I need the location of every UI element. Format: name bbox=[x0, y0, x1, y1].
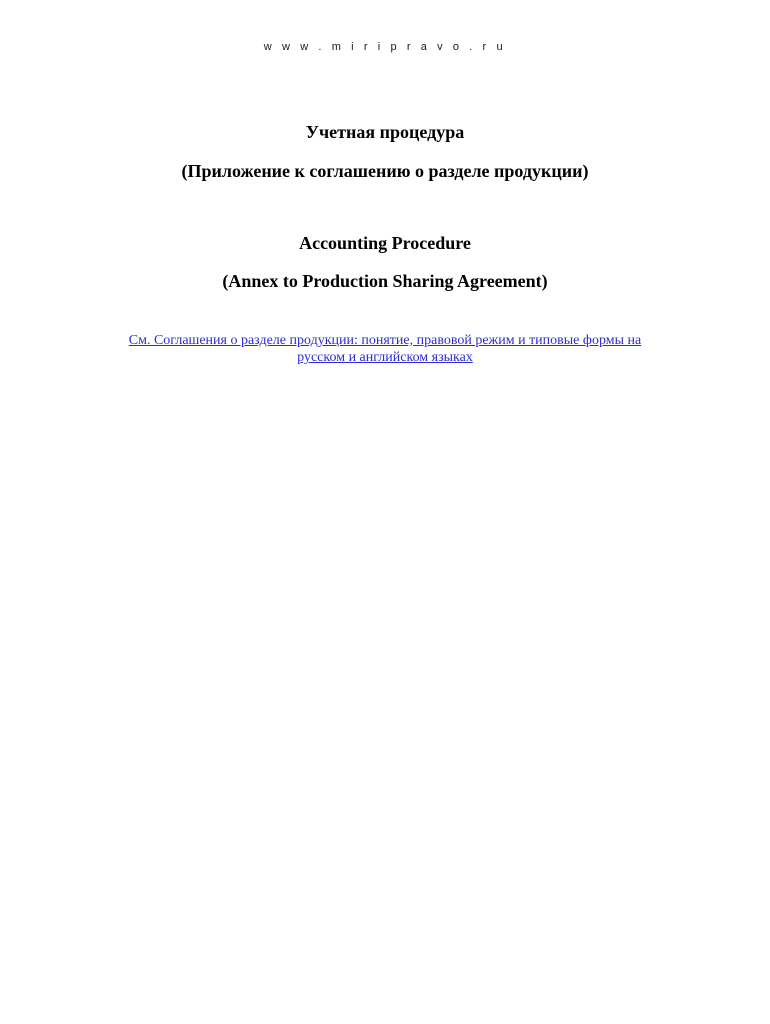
reference-link-line-2: русском и английском языках bbox=[297, 350, 473, 365]
reference-link[interactable] bbox=[129, 333, 641, 365]
document-subtitle-ru: (Приложение к соглашению о разделе продукции) bbox=[181, 161, 589, 181]
site-header: w w w . m i r i p r a v o . r u bbox=[263, 41, 507, 53]
document-title-ru: Учетная процедура bbox=[305, 122, 465, 142]
reference-link-line-1: См. Соглашения о разделе продукции: понятие, правовой режим и типовые формы на bbox=[128, 333, 642, 348]
document-title-en: Accounting Procedure bbox=[299, 233, 471, 253]
document-subtitle-en: (Annex to Production Sharing Agreement) bbox=[222, 271, 548, 291]
reference-link-block bbox=[90, 332, 680, 366]
